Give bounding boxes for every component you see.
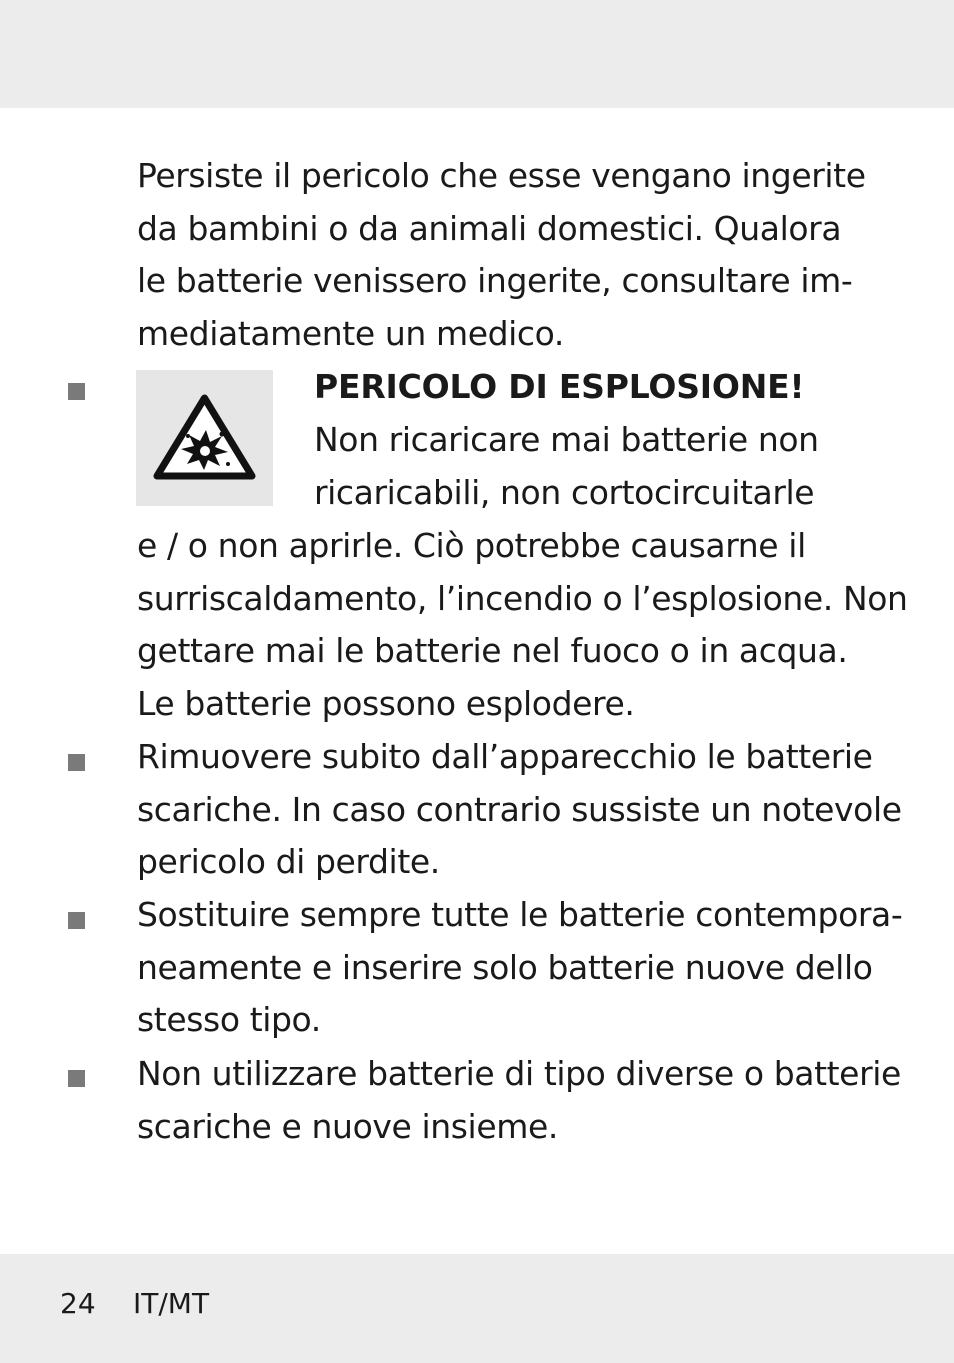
bullet-square [68,754,85,771]
text-line: Rimuovere subito dall’apparecchio le batterie [137,737,873,776]
text-line: da bambini o da animali domestici. Qualora [137,208,842,248]
text-line: stesso tipo. [137,1000,321,1040]
warning-title: PERICOLO DI ESPLOSIONE! [314,367,805,406]
text-line: Non utilizzare batterie di tipo diverse o batterie [137,1054,901,1093]
bullet-square [68,912,85,929]
bullet-square [68,1070,85,1087]
warning-icon-box [136,370,273,506]
explosion-warning-continuation [137,520,908,730]
text-line: Sostituire sempre tutte le batterie contempora- [137,895,903,934]
text-line: mediatamente un medico. [137,313,564,353]
text-line: Non ricaricare mai batterie non [314,420,819,459]
text-line: e / o non aprirle. Ciò potrebbe causarne il [137,526,806,565]
bullet-square [68,383,85,400]
language-code: IT/MT [133,1287,210,1320]
text-line: scariche e nuove insieme. [137,1106,558,1146]
text-line: scariche. In caso contrario sussiste un notevole [137,789,902,829]
explosion-warning-icon [136,370,273,506]
text-line: pericolo di perdite. [137,842,440,882]
bullet-item [137,1048,901,1153]
bullet-item [137,731,902,889]
text-line: surriscaldamento, l’incendio o l’esplosione. Non [137,578,908,618]
bullet-item [137,889,903,1047]
text-line: gettare mai le batterie nel fuoco o in acqua. [137,631,848,671]
text-line: Persiste il pericolo che esse vengano ingerite [137,156,866,195]
text-line: ricaricabili, non cortocircuitarle [314,473,815,512]
top-band [0,0,954,108]
intro-paragraph [137,150,897,360]
text-line: le batterie venissero ingerite, consultare im- [137,261,853,301]
text-line: neamente e inserire solo batterie nuove dello [137,947,873,987]
text-line: Le batterie possono esplodere. [137,683,635,723]
explosion-warning-text [314,360,914,519]
page-number: 24 [60,1287,96,1320]
